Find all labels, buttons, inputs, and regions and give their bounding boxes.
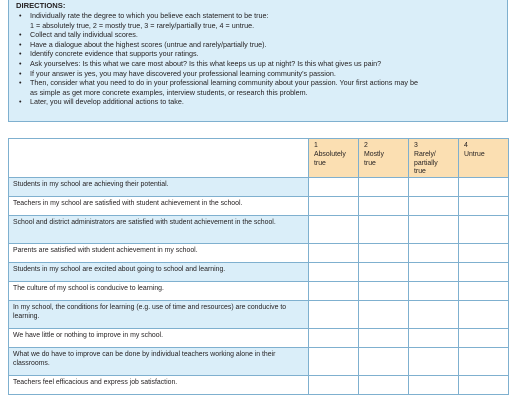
table-row [9, 376, 509, 395]
rating-label-line: Rarely/ [414, 150, 436, 158]
rating-cell[interactable] [309, 376, 359, 395]
rating-cell[interactable] [359, 282, 409, 301]
direction-item [16, 11, 501, 30]
statement-cell: Students in my school are excited about going to school and learning. [9, 263, 309, 282]
rating-cell[interactable] [409, 376, 459, 395]
direction-item [16, 30, 501, 40]
statement-cell: School and district administrators are satisfied with student achievement in the school. [9, 216, 309, 244]
direction-item [16, 78, 501, 97]
directions-box [8, 0, 508, 122]
rating-cell[interactable] [459, 301, 509, 329]
rating-cell[interactable] [409, 216, 459, 244]
rating-cell[interactable] [309, 216, 359, 244]
statement-cell: What we do have to improve can be done by individual teachers working alone in their classrooms. [9, 348, 309, 376]
rating-cell[interactable] [309, 197, 359, 216]
rating-column-header [359, 139, 409, 178]
direction-text: Individually rate the degree to which you believe each statement to be true: [30, 11, 269, 20]
rating-cell[interactable] [359, 348, 409, 376]
table-row [9, 178, 509, 197]
table-row [9, 244, 509, 263]
directions-list [16, 11, 501, 107]
rating-cell[interactable] [459, 244, 509, 263]
rating-cell[interactable] [309, 301, 359, 329]
rating-cell[interactable] [309, 282, 359, 301]
direction-text: Later, you will develop additional actions to take. [30, 97, 184, 107]
direction-text: Then, consider what you need to do in your professional learning community about your passion. Your first actions may be [30, 78, 418, 88]
rating-cell[interactable] [409, 329, 459, 348]
rating-cell[interactable] [459, 216, 509, 244]
rating-label-line: Untrue [464, 150, 485, 158]
rating-cell[interactable] [459, 329, 509, 348]
rating-number: 3 [414, 142, 418, 149]
table-row [9, 282, 509, 301]
rating-cell[interactable] [409, 301, 459, 329]
rating-cell[interactable] [459, 376, 509, 395]
rating-cell[interactable] [359, 178, 409, 197]
rating-cell[interactable] [359, 244, 409, 263]
rating-cell[interactable] [459, 348, 509, 376]
statement-cell: Students in my school are achieving their potential. [9, 178, 309, 197]
rating-cell[interactable] [409, 263, 459, 282]
statement-column-header [9, 139, 309, 178]
rating-cell[interactable] [309, 329, 359, 348]
rating-cell[interactable] [309, 348, 359, 376]
rating-cell[interactable] [359, 216, 409, 244]
direction-text: Collect and tally individual scores. [30, 30, 138, 40]
direction-item [16, 69, 501, 79]
rating-label-line: true [364, 159, 376, 167]
direction-text: If your answer is yes, you may have discovered your professional learning community’s passion. [30, 68, 336, 78]
rating-label-line: Mostly [364, 150, 384, 158]
rating-label-line: true [314, 159, 326, 167]
statement-cell: The culture of my school is conducive to learning. [9, 282, 309, 301]
rating-cell[interactable] [359, 263, 409, 282]
rating-cell[interactable] [309, 178, 359, 197]
table-row [9, 216, 509, 244]
direction-text: Have a dialogue about the highest scores (untrue and rarely/partially true). [30, 39, 267, 49]
rating-label-line: Absolutely [314, 150, 346, 158]
rating-cell[interactable] [459, 178, 509, 197]
rating-cell[interactable] [409, 178, 459, 197]
direction-text: Identify concrete evidence that supports your ratings. [30, 49, 199, 59]
rating-cell[interactable] [359, 329, 409, 348]
table-row [9, 197, 509, 216]
statement-cell: Teachers in my school are satisfied with student achievement in the school. [9, 197, 309, 216]
rating-cell[interactable] [359, 301, 409, 329]
rating-cell[interactable] [409, 282, 459, 301]
rating-cell[interactable] [459, 282, 509, 301]
rating-column-header [409, 139, 459, 178]
rating-label-line: partially [414, 159, 438, 167]
direction-subtext: as simple as get more concrete examples, interview students, or research this problem. [30, 87, 308, 97]
rating-cell[interactable] [409, 244, 459, 263]
table-row [9, 329, 509, 348]
direction-text: Ask yourselves: Is this what we care most about? Is this what keeps us up at night? Is this what gives us pain? [30, 58, 382, 68]
rating-number: 4 [464, 142, 468, 149]
rating-cell[interactable] [359, 197, 409, 216]
rating-cell[interactable] [459, 197, 509, 216]
statement-cell: In my school, the conditions for learning (e.g. use of time and resources) are conducive to learning. [9, 301, 309, 329]
statement-cell: Teachers feel efficacious and express job satisfaction. [9, 376, 309, 395]
direction-item [16, 59, 501, 69]
rating-label-line: true [414, 168, 426, 176]
rating-column-header [309, 139, 359, 178]
rating-number: 1 [314, 142, 318, 149]
statement-cell: Parents are satisfied with student achievement in my school. [9, 244, 309, 263]
rating-cell[interactable] [359, 376, 409, 395]
rating-column-header [459, 139, 509, 178]
direction-item [16, 49, 501, 59]
table-row [9, 301, 509, 329]
table-body [9, 178, 509, 395]
rating-cell[interactable] [409, 348, 459, 376]
table-row [9, 263, 509, 282]
rating-number: 2 [364, 142, 368, 149]
rating-table [8, 138, 509, 395]
statement-cell: We have little or nothing to improve in my school. [9, 329, 309, 348]
rating-cell[interactable] [309, 244, 359, 263]
table-header-row [9, 139, 509, 178]
directions-title: DIRECTIONS: [16, 1, 66, 10]
direction-item [16, 97, 501, 107]
table-row [9, 348, 509, 376]
rating-cell[interactable] [409, 197, 459, 216]
direction-item [16, 40, 501, 50]
direction-subtext: 1 = absolutely true, 2 = mostly true, 3 = rarely/partially true, 4 = untrue. [30, 20, 255, 30]
rating-cell[interactable] [459, 263, 509, 282]
rating-cell[interactable] [309, 263, 359, 282]
